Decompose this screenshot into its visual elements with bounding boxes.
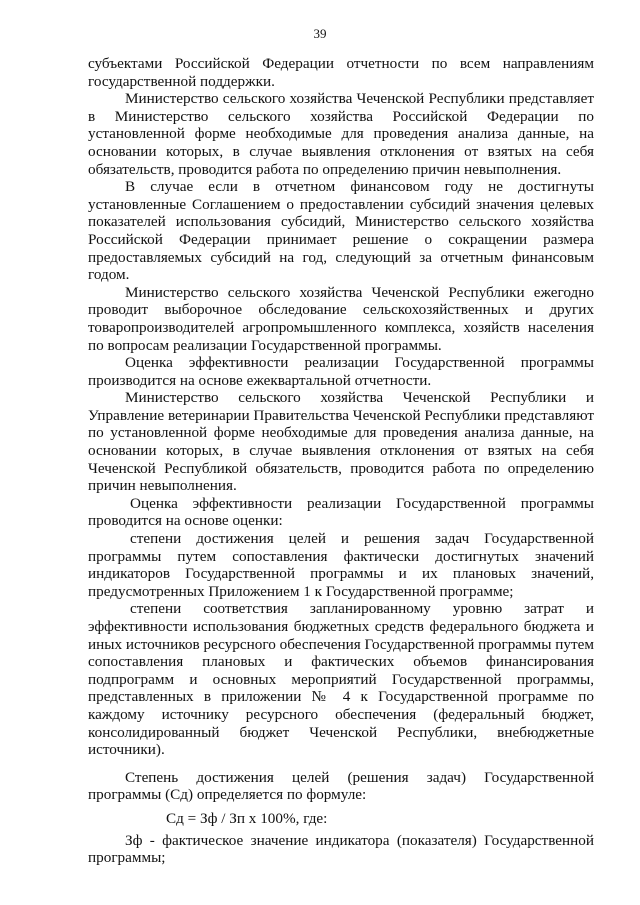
paragraph-support-reporting: субъектами Российской Федерации отчетности по всем направлениям государственной поддержки. (88, 55, 594, 90)
paragraph-evaluation-basis: Оценка эффективности реализации Государственной программы проводится на основе оценки: (88, 494, 594, 530)
list-item-cost-compliance: степени соответствия запланированному уровню затрат и эффективности использования бюджетных средств федерального бюджета и иных источников ресурсного обеспечения Государственной программы путем сопоставления плановых и фактических объемов финансирования подпрограмм и основных мероприятий Государственной программы, представленных в приложении № 4 к Государственной программе по каждому источнику ресурсного обеспечения (федеральный бюджет, консолидированный бюджет Чеченской Республики, внебюджетные источники). (88, 600, 594, 759)
paragraph-veterinary-reporting: Министерство сельского хозяйства Чеченской Республики и Управление ветеринарии Правительства Чеченской Республики представляют по установленной форме необходимые для проведения анализа данные, на основании которых, в случае выявления отклонения от взятых на себя Чеченской Республикой обязательств, проводится работа по определению причин невыполнения. (88, 389, 594, 495)
paragraph-annual-survey: Министерство сельского хозяйства Чеченской Республики ежегодно проводит выборочное обследование сельскохозяйственных и других товаропроизводителей агропромышленного комплекса, хозяйств населения по вопросам реализации Государственной программы. (88, 283, 594, 354)
paragraph-formula-definition: Зф - фактическое значение индикатора (показателя) Государственной программы; (88, 831, 594, 867)
document-body (88, 55, 594, 867)
paragraph-subsidy-reduction: В случае если в отчетном финансовом году не достигнуты установленные Соглашением о предоставлении субсидий значения целевых показателей использования субсидий, Министерство сельского хозяйства Российской Федерации принимает решение о сокращении размера предоставляемых субсидий на год, следующий за отчетным финансовым годом. (88, 178, 594, 284)
list-item-goal-achievement: степени достижения целей и решения задач Государственной программы путем сопоставления фактически достигнутых значений индикаторов Государственной программы и их плановых значений, предусмотренных Приложением 1 к Государственной программе; (88, 530, 594, 600)
paragraph-formula-intro: Степень достижения целей (решения задач) Государственной программы (Сд) определяется по формуле: (88, 768, 594, 804)
page-number: 39 (313, 26, 327, 41)
paragraph-quarterly-evaluation: Оценка эффективности реализации Государственной программы производится на основе ежеквартальной отчетности. (88, 354, 594, 389)
paragraph-ministry-submits-data: Министерство сельского хозяйства Чеченской Республики представляет в Министерство сельского хозяйства Российской Федерации по установленной форме необходимые для проведения анализа данные, на основании которых, в случае выявления отклонения от взятых на себя обязательств, проводится работа по определению причин невыполнения. (88, 90, 594, 178)
formula: Сд = Зф / Зп х 100%, где: (166, 809, 328, 827)
